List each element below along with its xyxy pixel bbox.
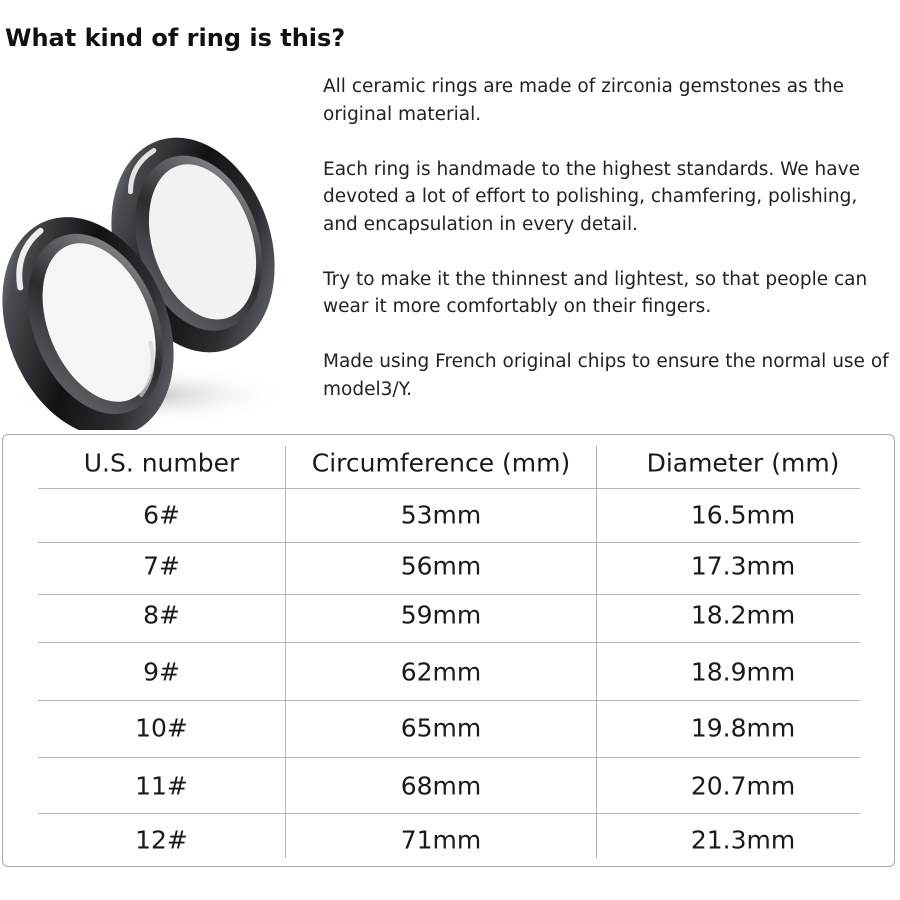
row-divider: [38, 488, 860, 489]
diameter-cell: 16.5mm: [690, 500, 796, 530]
ring-size-table: [2, 434, 895, 867]
diameter-cell: 17.3mm: [690, 551, 796, 581]
diameter-cell: 19.8mm: [690, 713, 796, 743]
header-us-number: U.S. number: [83, 448, 240, 478]
row-divider: [38, 642, 860, 643]
row-divider: [38, 594, 860, 595]
size-cell: 9#: [143, 657, 180, 687]
circumference-cell: 59mm: [400, 600, 482, 630]
circumference-cell: 71mm: [400, 825, 482, 855]
diameter-cell: 18.2mm: [690, 600, 796, 630]
size-cell: 11#: [135, 771, 188, 801]
row-divider: [38, 813, 860, 814]
diameter-cell: 21.3mm: [690, 825, 796, 855]
size-cell: 8#: [143, 600, 180, 630]
circumference-cell: 68mm: [400, 771, 482, 801]
size-cell: 12#: [135, 825, 188, 855]
circumference-cell: 62mm: [400, 657, 482, 687]
rings-icon: [0, 65, 300, 430]
circumference-cell: 53mm: [400, 500, 482, 530]
header-circumference: Circumference (mm): [311, 448, 571, 478]
description-paragraph: Made using French original chips to ensure the normal use of model3/Y.: [323, 351, 889, 400]
circumference-cell: 56mm: [400, 551, 482, 581]
page-title: What kind of ring is this?: [5, 24, 346, 52]
diameter-cell: 18.9mm: [690, 657, 796, 687]
size-cell: 6#: [143, 500, 180, 530]
row-divider: [38, 757, 860, 758]
row-divider: [38, 542, 860, 543]
row-divider: [38, 700, 860, 701]
product-image: [0, 65, 300, 430]
product-description: [323, 73, 893, 431]
description-paragraph: Each ring is handmade to the highest standards. We have devoted a lot of effort to polishing, chamfering, polishing, and encapsulation in every detail.: [323, 158, 860, 235]
diameter-cell: 20.7mm: [690, 771, 796, 801]
circumference-cell: 65mm: [400, 713, 482, 743]
description-paragraph: All ceramic rings are made of zirconia gemstones as the original material.: [323, 76, 844, 125]
header-diameter: Diameter (mm): [646, 448, 840, 478]
size-cell: 7#: [143, 551, 180, 581]
description-paragraph: Try to make it the thinnest and lightest, so that people can wear it more comfortably on their fingers.: [323, 268, 868, 317]
size-cell: 10#: [135, 713, 188, 743]
